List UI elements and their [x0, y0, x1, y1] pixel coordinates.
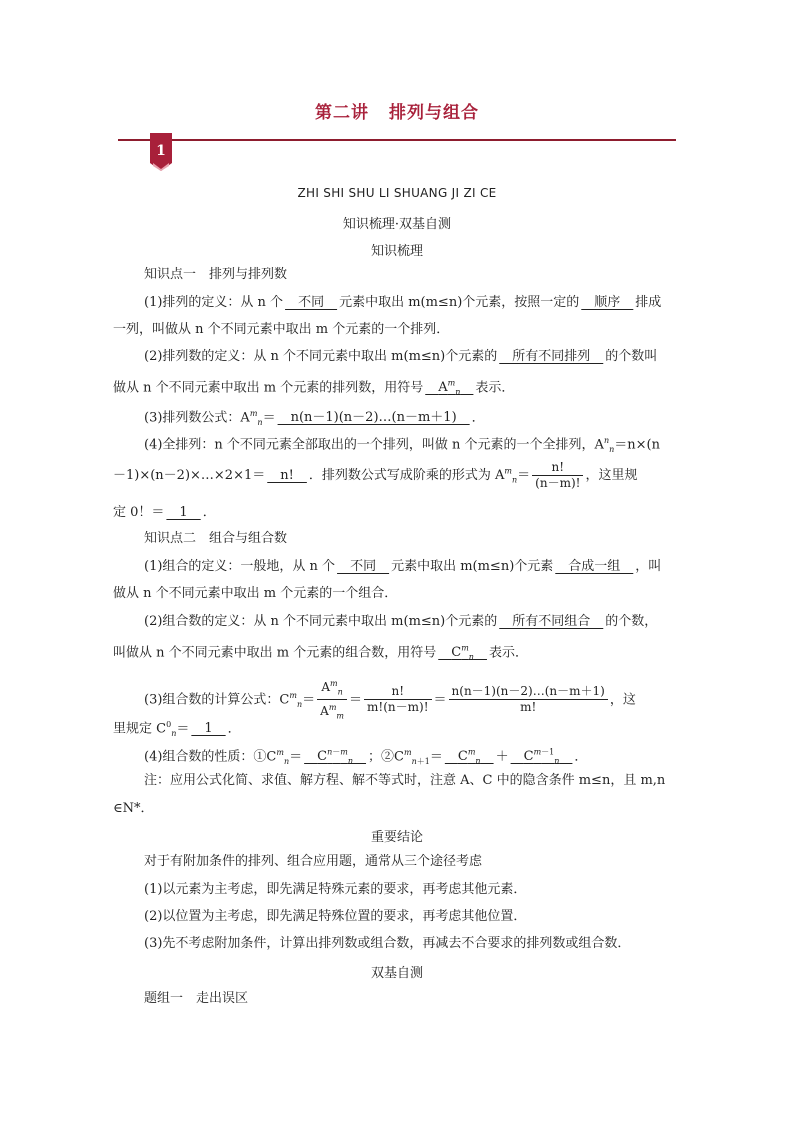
text: ＝ — [517, 468, 531, 483]
symbol: A — [320, 704, 329, 719]
answer-blank: n! — [267, 468, 307, 483]
page-title — [0, 98, 794, 123]
conclusion-item-3: (3)先不考虑附加条件，计算出排列数或组合数，再减去不合要求的排列数或组合数． — [144, 936, 631, 951]
text: ＝ — [176, 721, 190, 737]
text: ，这里规 — [585, 468, 638, 483]
badge-number: 1 — [156, 143, 166, 159]
text: 元素中取出 m(m≤n)个元素，按照一定的 — [339, 295, 580, 310]
kp2-line4: (4)组合数的性质：$①C^m_n=$ $C^{n-m}_n$ ；$②C^m_{n+1}=$ $C^m_n$ ＋ $C^{m-1}_n$ ． — [144, 748, 588, 766]
text: 里规定 C — [113, 721, 167, 737]
answer-blank: $A^m_n$ — [438, 379, 461, 397]
text: ＋ — [495, 749, 509, 765]
answer-blank: 不同 — [337, 559, 390, 574]
answer-blank: $C^m_n$ — [451, 644, 474, 662]
kp2-line1 — [144, 558, 661, 576]
denominator: (n－m)! — [535, 476, 581, 490]
answer-blank: 不同 — [285, 295, 338, 310]
numerator: n(n－1)(n－2)…(n－m＋1) — [449, 684, 608, 700]
kp1-line1-cont: 一列，叫做从 n 个不同元素中取出 m 个元素的一个排列． — [113, 322, 450, 337]
kp2-line2-cont — [113, 640, 528, 667]
kp2-heading: 知识点二 组合与组合数 — [144, 531, 288, 546]
kp1-line6 — [113, 504, 216, 522]
section-subtitle: 知识梳理·双基自测 — [342, 217, 452, 232]
answer-blank: 顺序 — [581, 295, 634, 310]
kp2-line3-cont: 里规定 $C^0_n=$ 1 ． — [113, 720, 241, 738]
symbol: C — [451, 645, 462, 661]
answer-blank: $C^m_n$ — [457, 748, 481, 766]
self-test-heading: 双基自测 — [370, 966, 423, 981]
kp1-line4: (4)全排列：n 个不同元素全部取出的一个排列，叫做 n 个元素的一个全排列，$A^n_n=n\times(n$ — [144, 436, 660, 454]
text: (4)组合数的性质：①C — [144, 749, 277, 765]
text: ＝ — [262, 410, 276, 426]
symbol: A — [438, 380, 448, 396]
kp2-line3: (3)组合数的计算公式：$C^m_n=$ $\frac{A^m_n}{A^m_m}$ ＝ $\frac{n!}{m!(n-m)!}$ ＝ $\frac{n(n-1)(n-2)\dots(n-m+1)}{m!}$ ，这 — [144, 676, 636, 724]
numerator: n! — [364, 684, 432, 700]
text: ． — [471, 410, 485, 426]
text: ． — [202, 505, 216, 520]
text: ．排列数公式写成阶乘的形式为 A — [308, 468, 505, 483]
text: (1)组合的定义：一般地，从 n 个 — [144, 559, 336, 574]
answer-blank: 所有不同排列 — [499, 349, 604, 364]
answer-blank: 合成一组 — [555, 559, 634, 574]
text: －1)×(n－2)×…×2×1＝ — [113, 468, 266, 483]
conclusion-intro: 对于有附加条件的排列、组合应用题，通常从三个途径考虑 — [144, 854, 483, 869]
conclusion-item-1: (1)以元素为主考虑，即先满足特殊元素的要求，再考虑其他元素． — [144, 882, 527, 897]
symbol: C — [523, 749, 534, 765]
kp1-line3: (3)排列数公式：$A^m_n=$ n(n－1)(n－2)…(n－m＋1) ． — [144, 409, 485, 427]
text: 表示． — [475, 380, 515, 396]
knowledge-heading: 知识梳理 — [370, 244, 423, 259]
answer-blank: 1 — [191, 721, 226, 737]
answer-blank: $C^{m-1}_n$ — [523, 748, 560, 766]
fraction — [317, 676, 347, 724]
pinyin-heading: ZHI SHI SHU LI SHUANG JI ZI CE — [297, 186, 497, 200]
fraction — [449, 684, 608, 715]
text: 元素中取出 m(m≤n)个元素 — [391, 559, 554, 574]
fraction — [364, 684, 432, 715]
text: (1)排列的定义：从 n 个 — [144, 295, 284, 310]
text: 表示． — [488, 645, 528, 661]
kp2-note-cont: ∈N*． — [113, 801, 154, 816]
numerator: n! — [532, 460, 583, 476]
kp1-line2-cont — [113, 375, 514, 402]
fraction — [532, 460, 583, 491]
lecture-topic: 排列与组合 — [389, 103, 479, 123]
text: 叫做从 n 个不同元素中取出 m 个元素的组合数，用符号 — [113, 645, 437, 661]
text: 排成 — [635, 295, 662, 310]
text: 做从 n 个不同元素中取出 m 个元素的排列数，用符号 — [113, 380, 424, 396]
answer-blank: $C^{n-m}_n$ — [317, 748, 354, 766]
symbol: A — [321, 680, 331, 694]
kp2-line2 — [144, 613, 657, 631]
kp2-note: 注：应用公式化简、求值、解方程、解不等式时，注意 A、C 中的隐含条件 m≤n，且 m,n — [144, 773, 666, 788]
kp2-line1-cont: 做从 n 个不同元素中取出 m 个元素的一个组合． — [113, 586, 398, 601]
text: 的个数叫 — [605, 349, 658, 364]
answer-blank: 所有不同组合 — [499, 614, 604, 629]
text: (3)组合数的计算公式：C — [144, 692, 290, 708]
text: ． — [574, 749, 588, 765]
conclusion-item-2: (2)以位置为主考虑，即先满足特殊位置的要求，再考虑其他位置． — [144, 909, 527, 924]
text: ；②C — [368, 749, 404, 765]
kp1-line1 — [144, 294, 661, 312]
denominator: $A^m_m$ — [320, 703, 344, 721]
text: (2)组合数的定义：从 n 个不同元素中取出 m(m≤n)个元素的 — [144, 614, 498, 629]
numerator: $A^m_n$ — [317, 676, 347, 700]
self-test-group: 题组一 走出误区 — [144, 991, 249, 1006]
conclusion-heading: 重要结论 — [370, 830, 423, 845]
kp1-heading: 知识点一 排列与排列数 — [144, 267, 288, 282]
section-badge-icon — [150, 133, 172, 171]
text: ，这 — [609, 692, 636, 708]
header-rule — [118, 139, 676, 141]
text: (2)排列数的定义：从 n 个不同元素中取出 m(m≤n)个元素的 — [144, 349, 498, 364]
text: ＝ — [429, 749, 443, 765]
text: (3)排列数公式：A — [144, 410, 250, 426]
text: ＝ — [289, 749, 303, 765]
text: ＝n×(n — [614, 437, 660, 453]
symbol: C — [457, 749, 468, 765]
answer-blank: n(n－1)(n－2)…(n－m＋1) — [277, 410, 470, 426]
text: 定 0！＝ — [113, 505, 165, 520]
kp1-line5: －1)×(n－2)×…×2×1＝ n! ．排列数公式写成阶乘的形式为 $A^m_n=$ $\frac{n!}{(n-m)!}$ ，这里规 — [113, 460, 638, 490]
text: ，叫 — [635, 559, 662, 574]
denominator: m! — [520, 700, 537, 715]
lecture-number: 第二讲 — [315, 103, 369, 123]
denominator: m!(n－m)! — [367, 700, 429, 715]
text: 的个数， — [605, 614, 658, 629]
text: ． — [227, 721, 241, 737]
text: (4)全排列：n 个不同元素全部取出的一个排列，叫做 n 个元素的一个全排列，A — [144, 437, 604, 453]
symbol: C — [317, 749, 328, 765]
answer-blank: 1 — [166, 505, 201, 520]
kp1-line2 — [144, 348, 657, 366]
